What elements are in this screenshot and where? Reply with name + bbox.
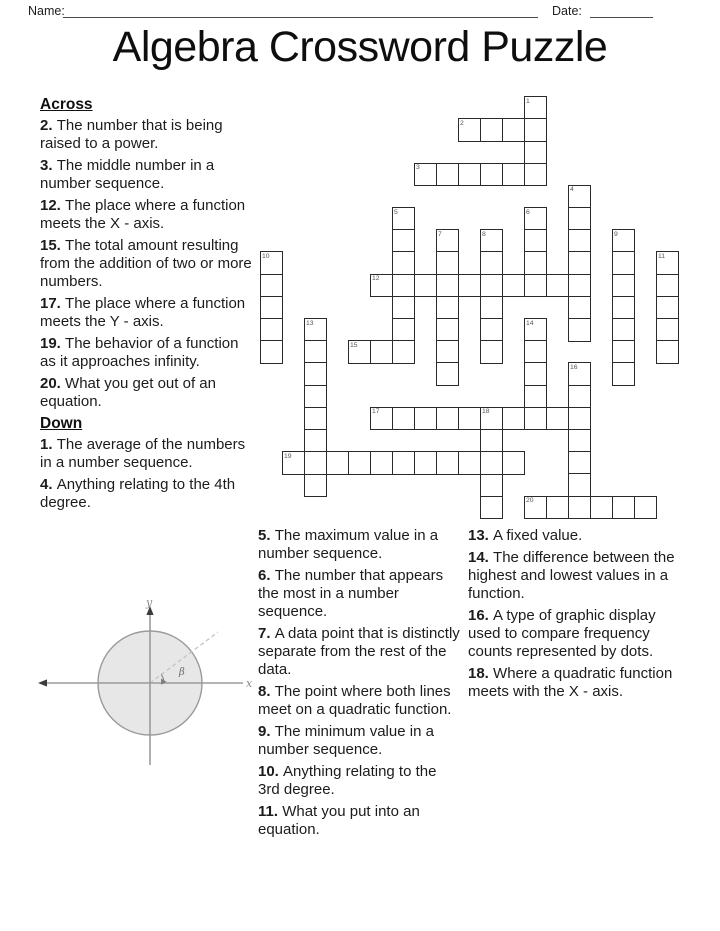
clue-16	[468, 607, 686, 661]
clue-number: 2.	[40, 117, 57, 134]
clue-text: What you get out of an equation.	[40, 375, 216, 410]
clue-number: 16.	[468, 607, 494, 624]
grid-cell-number: 18	[482, 408, 490, 416]
grid-cell	[502, 163, 526, 187]
grid-cell	[414, 274, 438, 298]
clue-text: The behavior of a function as it approaches infinity.	[40, 335, 239, 370]
clue-text: The difference between the highest and lowest values in a function.	[468, 549, 675, 602]
grid-cell	[568, 185, 592, 209]
name-label: Name:	[28, 4, 65, 18]
clues-left-column	[40, 96, 254, 516]
grid-cell-number: 4	[570, 186, 574, 194]
grid-cell	[480, 429, 504, 453]
grid-cell	[260, 318, 284, 342]
grid-cell	[414, 407, 438, 431]
grid-cell	[392, 296, 416, 320]
grid-cell	[568, 229, 592, 253]
clues-middle-column	[258, 527, 460, 843]
grid-cell	[568, 362, 592, 386]
grid-cell-number: 13	[306, 319, 314, 327]
date-blank-line	[590, 3, 653, 18]
clues-right-column	[468, 527, 686, 705]
grid-cell	[568, 429, 592, 453]
grid-cell-number: 17	[372, 408, 380, 416]
clue-number: 4.	[40, 476, 57, 493]
grid-cell	[568, 318, 592, 342]
grid-cell	[260, 340, 284, 364]
grid-cell	[480, 407, 504, 431]
grid-cell	[348, 340, 372, 364]
grid-cell	[656, 251, 680, 275]
clue-number: 1.	[40, 436, 57, 453]
grid-cell	[524, 229, 548, 253]
grid-cell	[436, 407, 460, 431]
y-axis-label: y	[146, 596, 153, 609]
grid-cell	[436, 296, 460, 320]
grid-cell	[436, 274, 460, 298]
clue-number: 18.	[468, 665, 494, 682]
grid-cell	[458, 274, 482, 298]
grid-cell	[612, 496, 636, 520]
grid-cell	[480, 318, 504, 342]
grid-cell	[656, 318, 680, 342]
clue-13	[468, 527, 686, 545]
grid-cell-number: 11	[658, 252, 666, 260]
grid-cell	[546, 496, 570, 520]
grid-cell	[568, 473, 592, 497]
grid-cell-number: 16	[570, 363, 578, 371]
clue-19	[40, 335, 254, 371]
page-title: Algebra Crossword Puzzle	[112, 23, 608, 71]
grid-cell	[436, 163, 460, 187]
grid-cell	[458, 451, 482, 475]
grid-cell	[568, 274, 592, 298]
x-axis-label: x	[246, 677, 253, 690]
grid-cell	[304, 473, 328, 497]
clue-number: 12.	[40, 197, 66, 214]
grid-cell	[480, 451, 504, 475]
grid-cell	[612, 340, 636, 364]
grid-cell	[436, 451, 460, 475]
grid-cell	[502, 407, 526, 431]
grid-cell	[524, 96, 548, 120]
grid-cell	[370, 407, 394, 431]
grid-cell	[304, 407, 328, 431]
grid-cell	[480, 473, 504, 497]
grid-cell-number: 14	[526, 319, 534, 327]
grid-cell	[546, 274, 570, 298]
clue-text: A fixed value.	[493, 527, 583, 544]
grid-cell	[480, 229, 504, 253]
grid-cell	[568, 251, 592, 275]
grid-cell-number: 12	[372, 275, 380, 283]
grid-cell-number: 9	[614, 230, 618, 238]
clue-5	[258, 527, 460, 563]
grid-cell	[612, 274, 636, 298]
grid-cell	[502, 118, 526, 142]
grid-cell	[612, 251, 636, 275]
grid-cell	[326, 451, 350, 475]
clue-14	[468, 549, 686, 603]
grid-cell	[612, 229, 636, 253]
clue-text: The point where both lines meet on a quadratic function.	[258, 683, 452, 718]
grid-cell	[414, 163, 438, 187]
grid-cell	[612, 362, 636, 386]
grid-cell	[612, 296, 636, 320]
grid-cell	[524, 118, 548, 142]
clue-12	[40, 197, 254, 233]
grid-cell	[458, 118, 482, 142]
grid-cell	[304, 362, 328, 386]
grid-cell	[480, 118, 504, 142]
clue-1	[40, 436, 254, 472]
across-clues-list	[40, 117, 254, 411]
grid-cell	[392, 229, 416, 253]
clue-11	[258, 803, 460, 839]
clue-text: The average of the numbers in a number sequence.	[40, 436, 246, 471]
grid-cell	[392, 251, 416, 275]
grid-cell	[656, 274, 680, 298]
grid-cell	[502, 451, 526, 475]
clue-20	[40, 375, 254, 411]
grid-cell	[524, 496, 548, 520]
grid-cell	[524, 140, 548, 164]
clue-9	[258, 723, 460, 759]
clue-2	[40, 117, 254, 153]
grid-cell-number: 10	[262, 252, 270, 260]
grid-cell	[656, 340, 680, 364]
date-label: Date:	[552, 4, 582, 18]
clue-number: 19.	[40, 335, 66, 352]
clue-7	[258, 625, 460, 679]
grid-cell	[590, 496, 614, 520]
grid-cell	[524, 163, 548, 187]
clue-8	[258, 683, 460, 719]
clue-text: Where a quadratic function meets with the X - axis.	[468, 665, 673, 700]
grid-cell	[436, 340, 460, 364]
grid-cell	[502, 274, 526, 298]
grid-cell	[480, 340, 504, 364]
grid-cell	[524, 407, 548, 431]
clue-text: The place where a function meets the X - axis.	[40, 197, 246, 232]
angle-beta-label: β	[179, 667, 185, 678]
clue-number: 14.	[468, 549, 494, 566]
down-heading: Down	[40, 415, 83, 432]
clue-10	[258, 763, 460, 799]
clue-6	[258, 567, 460, 621]
clue-number: 20.	[40, 375, 66, 392]
grid-cell	[458, 163, 482, 187]
grid-cell	[458, 407, 482, 431]
grid-cell	[524, 340, 548, 364]
grid-cell	[568, 451, 592, 475]
grid-cell	[480, 274, 504, 298]
grid-cell	[392, 451, 416, 475]
grid-cell-number: 8	[482, 230, 486, 238]
clue-text: The maximum value in a number sequence.	[258, 527, 439, 562]
clue-number: 11.	[258, 803, 283, 820]
grid-cell	[568, 407, 592, 431]
grid-cell-number: 15	[350, 341, 358, 349]
grid-cell	[304, 451, 328, 475]
grid-cell-number: 1	[526, 97, 530, 105]
clue-text: The number that is being raised to a power.	[40, 117, 223, 152]
grid-cell	[436, 251, 460, 275]
grid-cell	[304, 318, 328, 342]
grid-cell	[260, 251, 284, 275]
clue-text: A type of graphic display used to compare frequency counts represented by dots.	[468, 607, 656, 660]
clue-number: 9.	[258, 723, 275, 740]
grid-cell-number: 2	[460, 119, 464, 127]
clue-18	[468, 665, 686, 701]
grid-cell	[436, 362, 460, 386]
clue-number: 15.	[40, 237, 66, 254]
clue-text: A data point that is distinctly separate from the rest of the data.	[258, 625, 460, 678]
clue-17	[40, 295, 254, 331]
grid-cell	[568, 296, 592, 320]
clue-text: The total amount resulting from the addition of two or more numbers.	[40, 237, 252, 290]
clue-text: The number that appears the most in a number sequence.	[258, 567, 444, 620]
grid-cell	[524, 362, 548, 386]
grid-cell	[480, 251, 504, 275]
clue-number: 10.	[258, 763, 284, 780]
circle-diagram	[28, 582, 258, 794]
grid-cell	[282, 451, 306, 475]
grid-cell	[656, 296, 680, 320]
grid-cell	[304, 340, 328, 364]
clue-text: Anything relating to the 3rd degree.	[258, 763, 437, 798]
clue-4	[40, 476, 254, 512]
grid-cell	[480, 496, 504, 520]
grid-cell	[370, 274, 394, 298]
clue-number: 5.	[258, 527, 275, 544]
clue-15	[40, 237, 254, 291]
clue-3	[40, 157, 254, 193]
grid-cell-number: 7	[438, 230, 442, 238]
grid-cell	[348, 451, 372, 475]
clue-number: 3.	[40, 157, 57, 174]
grid-cell	[304, 385, 328, 409]
name-blank-line	[63, 3, 538, 18]
clue-text: The minimum value in a number sequence.	[258, 723, 434, 758]
grid-cell	[524, 207, 548, 231]
grid-cell	[436, 318, 460, 342]
grid-cell-number: 19	[284, 452, 292, 460]
crossword-grid	[260, 96, 700, 536]
grid-cell	[568, 385, 592, 409]
grid-cell	[370, 340, 394, 364]
grid-cell	[370, 451, 394, 475]
clue-text: The middle number in a number sequence.	[40, 157, 215, 192]
clue-number: 8.	[258, 683, 275, 700]
grid-cell	[546, 407, 570, 431]
grid-cell	[480, 296, 504, 320]
clue-text: Anything relating to the 4th degree.	[40, 476, 236, 511]
grid-cell-number: 6	[526, 208, 530, 216]
clue-number: 6.	[258, 567, 275, 584]
grid-cell	[392, 407, 416, 431]
grid-cell	[260, 296, 284, 320]
grid-cell	[524, 251, 548, 275]
clue-number: 13.	[468, 527, 494, 544]
grid-cell	[524, 385, 548, 409]
down-clues-list-left	[40, 436, 254, 512]
grid-cell-number: 20	[526, 497, 534, 505]
grid-cell	[634, 496, 658, 520]
clue-text: What you put into an equation.	[258, 803, 420, 838]
grid-cell	[568, 496, 592, 520]
grid-cell	[612, 318, 636, 342]
grid-cell	[392, 340, 416, 364]
across-heading: Across	[40, 96, 93, 113]
clue-number: 17.	[40, 295, 66, 312]
x-axis-arrowhead	[38, 679, 47, 686]
clue-text: The place where a function meets the Y - axis.	[40, 295, 246, 330]
grid-cell	[414, 451, 438, 475]
grid-cell	[392, 207, 416, 231]
grid-cell	[524, 274, 548, 298]
grid-cell	[436, 229, 460, 253]
grid-cell	[568, 207, 592, 231]
grid-cell	[524, 318, 548, 342]
grid-cell	[392, 274, 416, 298]
grid-cell-number: 5	[394, 208, 398, 216]
grid-cell-number: 3	[416, 164, 420, 172]
grid-cell	[304, 429, 328, 453]
grid-cell	[260, 274, 284, 298]
grid-cell	[392, 318, 416, 342]
clue-number: 7.	[258, 625, 275, 642]
grid-cell	[480, 163, 504, 187]
